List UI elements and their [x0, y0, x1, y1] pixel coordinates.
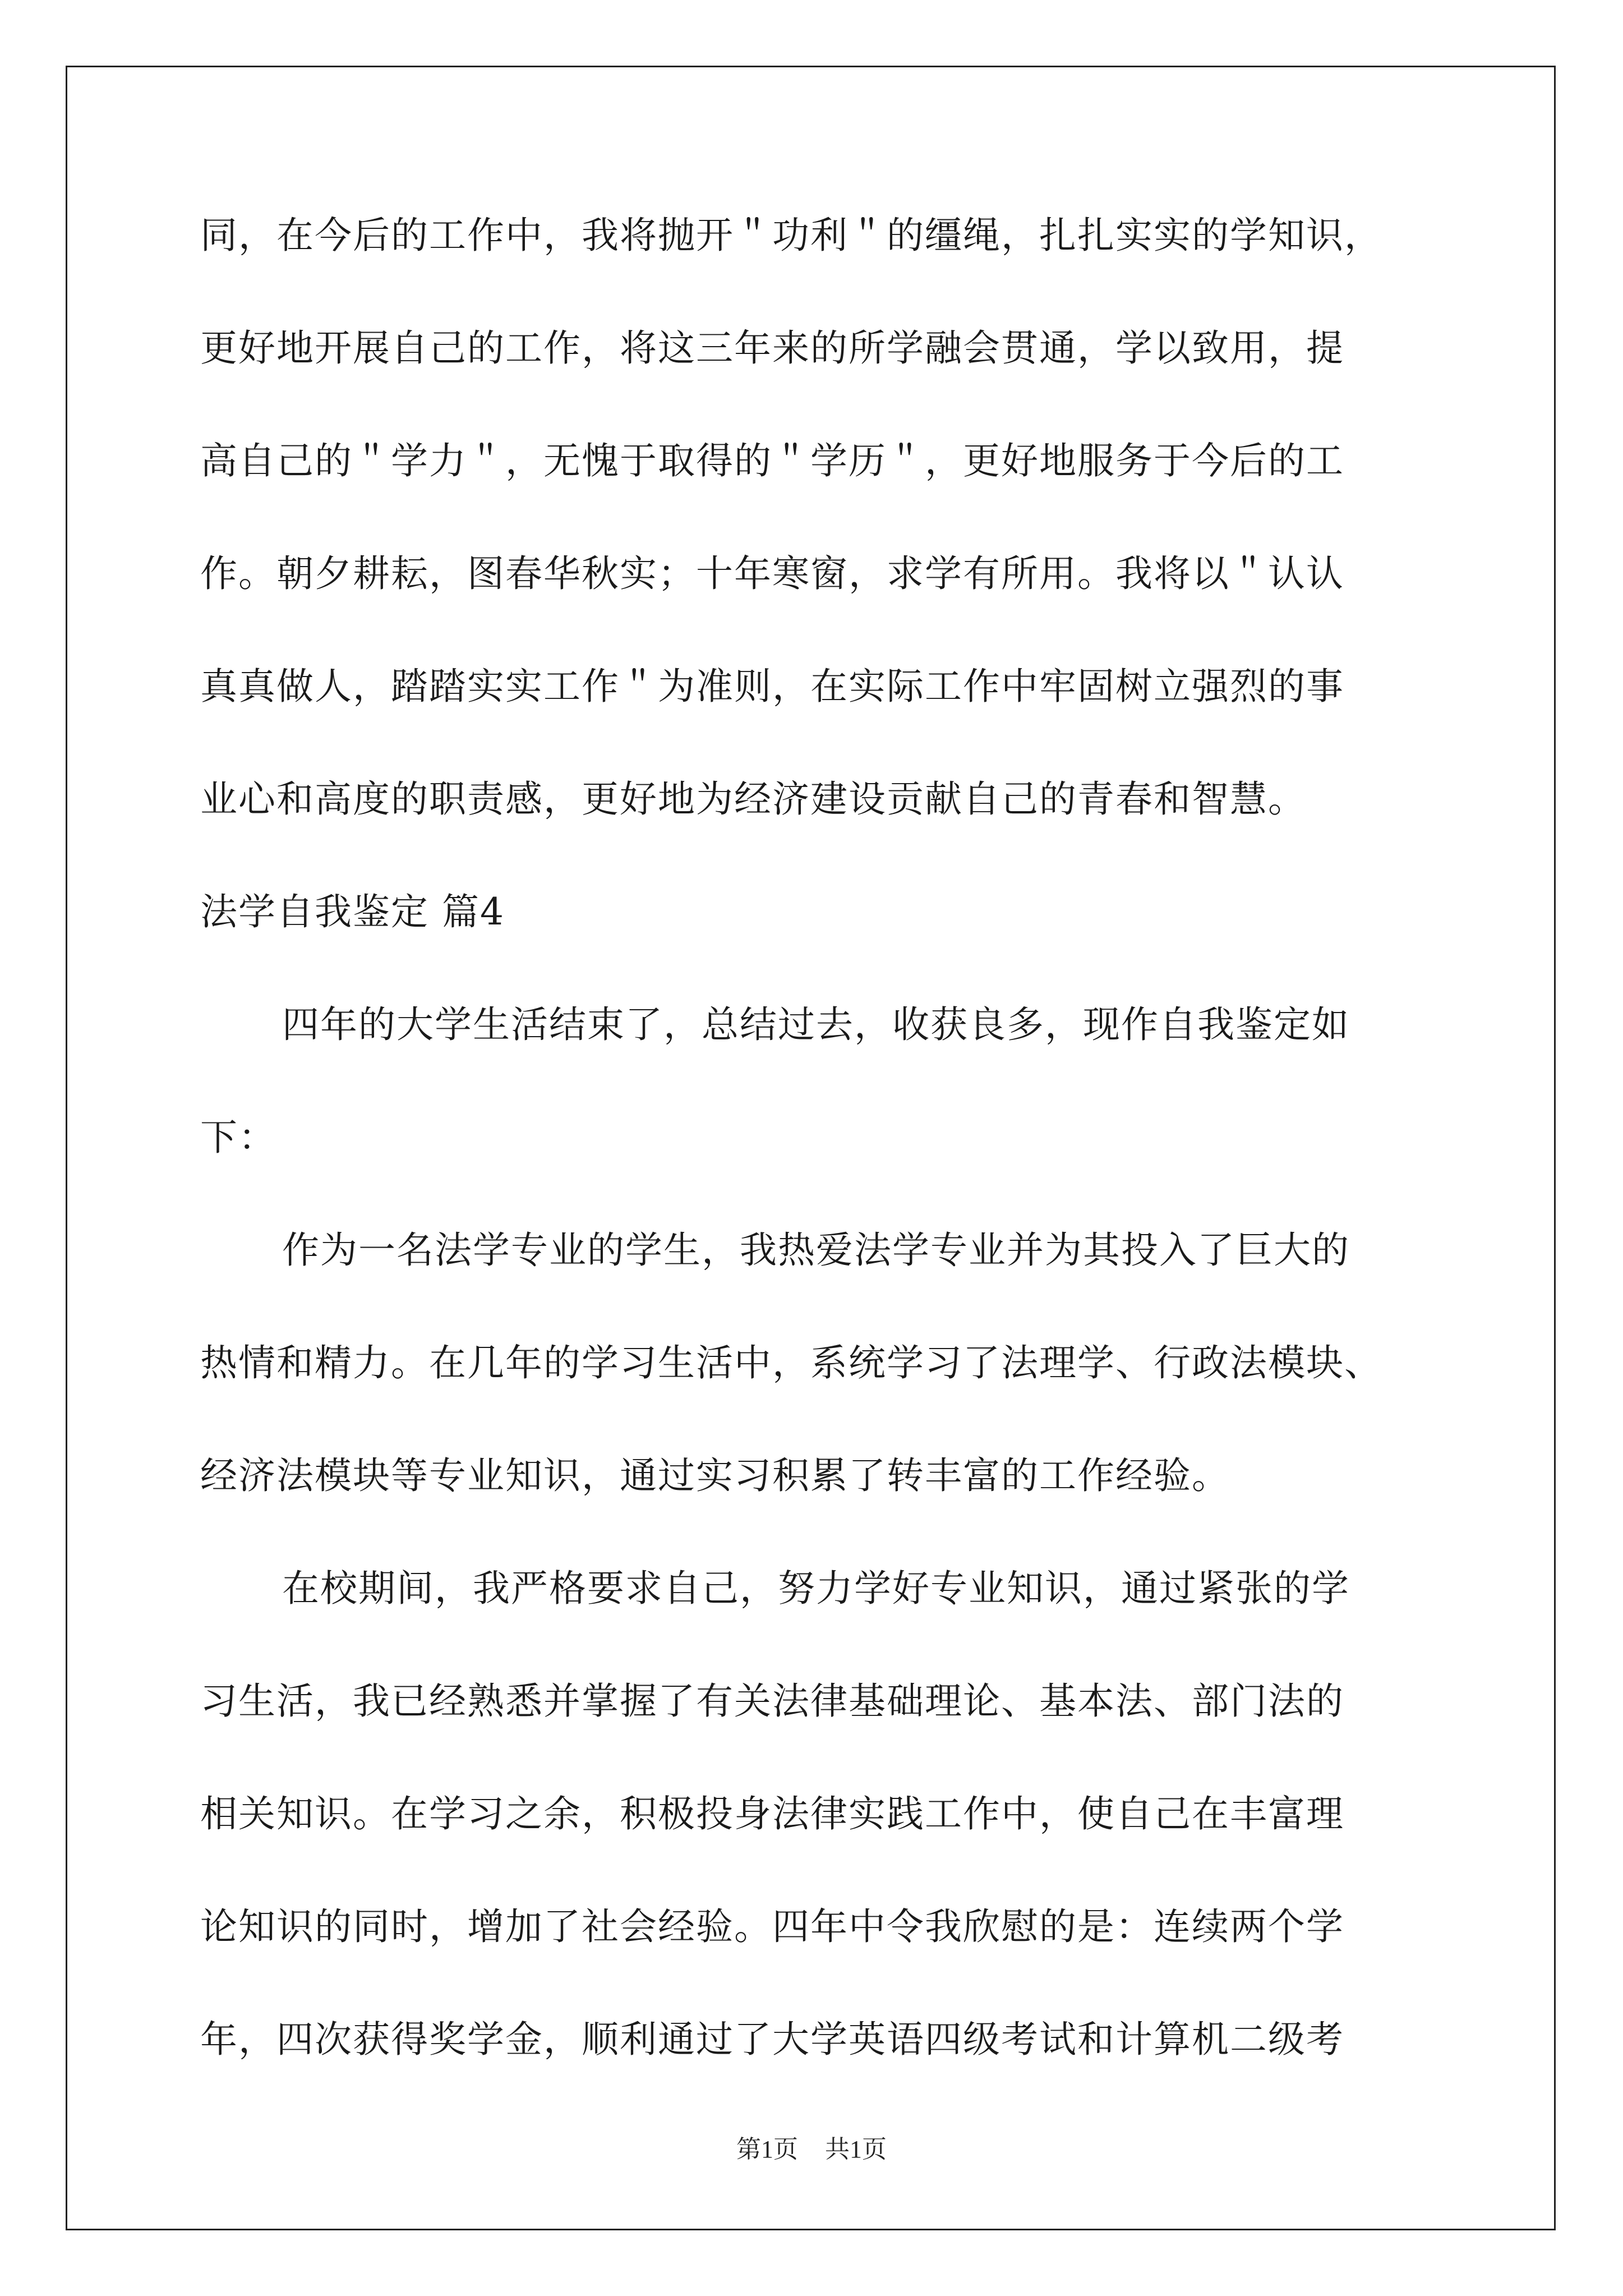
text-line: 下：: [200, 1116, 276, 1159]
text-line: 论知识的同时，增加了社会经验。四年中令我欣慰的是：连续两个学: [200, 1905, 1344, 1948]
text-line: 四年的大学生活结束了，总结过去，收获良多，现作自我鉴定如: [282, 1003, 1350, 1046]
page-footer: [0, 2129, 1623, 2165]
text-line: 作为一名法学专业的学生，我热爱法学专业并为其投入了巨大的: [282, 1228, 1350, 1272]
document-body: [200, 213, 1423, 2130]
text-line: 年，四次获得奖学金，顺利通过了大学英语四级考试和计算机二级考: [200, 2018, 1344, 2061]
section-title: 法学自我鉴定 篇4: [200, 890, 505, 933]
text-line: 在校期间，我严格要求自己，努力学好专业知识，通过紧张的学: [282, 1567, 1350, 1610]
text-line: 热情和精力。在几年的学习生活中，系统学习了法理学、行政法模块、: [200, 1341, 1382, 1384]
text-line: 真真做人，踏踏实实工作＂为准则，在实际工作中牢固树立强烈的事: [200, 665, 1344, 708]
page-number: 第1页: [736, 2136, 798, 2163]
text-line: 经济法模块等专业知识，通过实习积累了转丰富的工作经验。: [200, 1454, 1230, 1497]
text-line: 高自己的＂学力＂，无愧于取得的＂学历＂，更好地服务于今后的工: [200, 439, 1344, 482]
text-line: 业心和高度的职责感，更好地为经济建设贡献自己的青春和智慧。: [200, 777, 1306, 821]
text-line: 作。朝夕耕耘，图春华秋实；十年寒窗，求学有所用。我将以＂认认: [200, 552, 1344, 595]
text-line: 同，在今后的工作中，我将抛开＂功利＂的缰绳，扎扎实实的学知识，: [200, 214, 1382, 257]
text-line: 习生活，我已经熟悉并掌握了有关法律基础理论、基本法、部门法的: [200, 1680, 1344, 1723]
page-total: 共1页: [825, 2136, 887, 2163]
text-line: 更好地开展自己的工作，将这三年来的所学融会贯通，学以致用，提: [200, 326, 1344, 370]
text-line: 相关知识。在学习之余，积极投身法律实践工作中，使自己在丰富理: [200, 1792, 1344, 1835]
